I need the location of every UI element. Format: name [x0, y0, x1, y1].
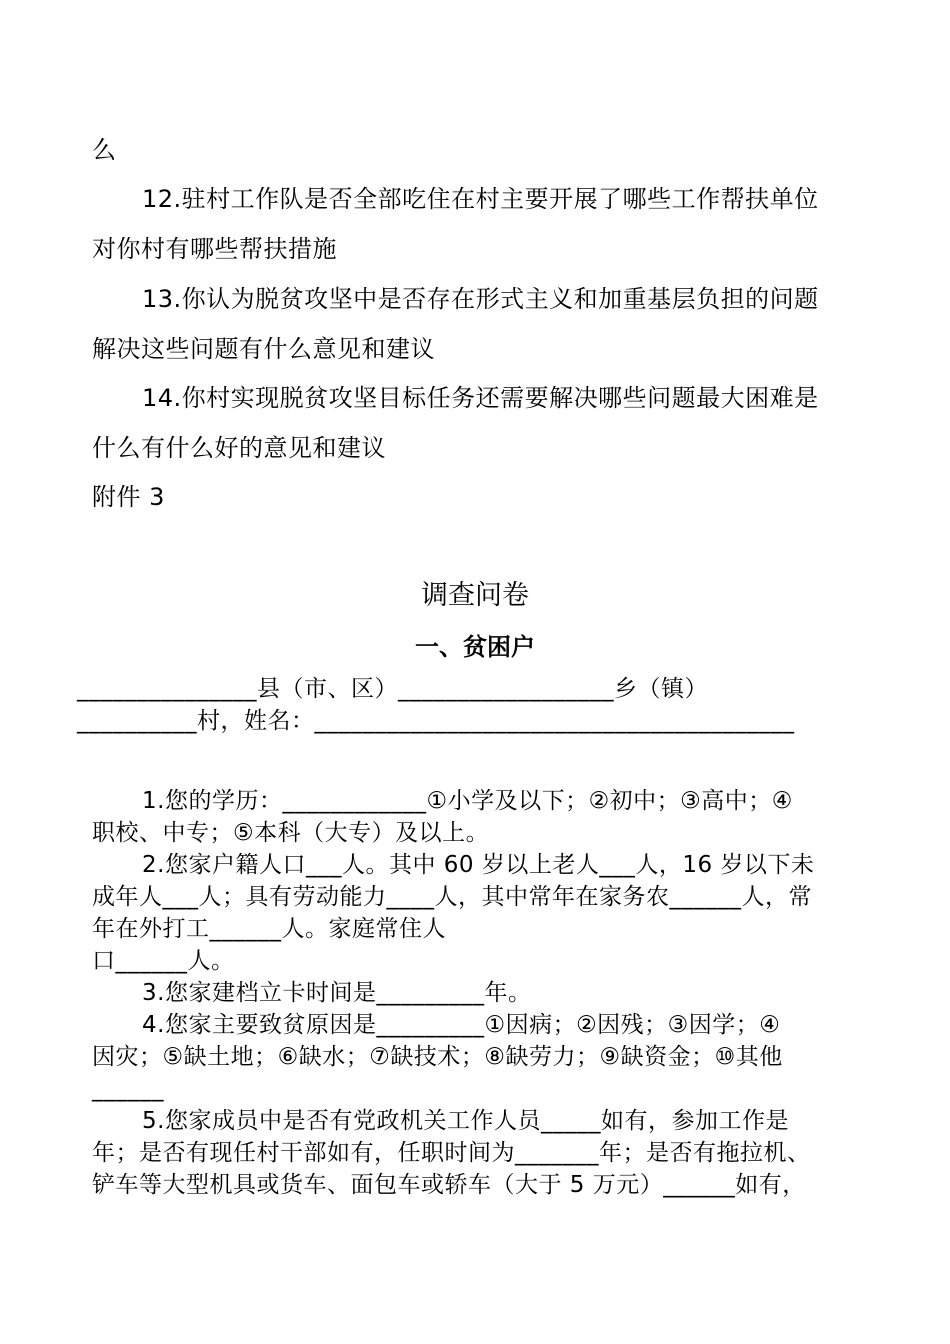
text-line: 职校、中专；⑤本科（大专）及以上。	[92, 820, 490, 846]
attachment-label: 附件 3	[92, 483, 165, 511]
text-line: ______	[92, 1076, 164, 1102]
question-5: 5.您家成员中是否有党政机关工作人员_____如有，参加工作是	[142, 1108, 789, 1134]
text-line: 年在外打工______人。家庭常住人	[92, 916, 446, 942]
page-title: 调查问卷	[421, 580, 529, 611]
question-12: 12.驻村工作队是否全部吃住在村主要开展了哪些工作帮扶单位	[142, 185, 819, 213]
name-fill-line: __________村，姓名：________________________________________	[77, 708, 795, 734]
question-14: 14.你村实现脱贫攻坚目标任务还需要解决哪些问题最大困难是	[142, 384, 819, 412]
text-line: 对你村有哪些帮扶措施	[92, 235, 337, 263]
text-line: 什么有什么好的意见和建议	[92, 434, 386, 462]
question-13: 13.你认为脱贫攻坚中是否存在形式主义和加重基层负担的问题	[142, 285, 819, 313]
location-fill-line: _______________县（市、区）__________________乡（镇）	[77, 676, 708, 702]
question-1: 1.您的学历：____________①小学及以下；②初中；③高中；④	[142, 788, 793, 814]
text-line: 解决这些问题有什么意见和建议	[92, 335, 435, 363]
text-line: 么	[92, 136, 117, 164]
text-line: 口______人。	[92, 948, 235, 974]
text-line: 铲车等大型机具或货车、面包车或轿车（大于 5 万元）______如有，	[92, 1172, 806, 1198]
question-4: 4.您家主要致贫原因是_________①因病；②因残；③因学；④	[142, 1012, 781, 1038]
question-3: 3.您家建档立卡时间是_________年。	[142, 980, 532, 1006]
section-heading: 一、贫困户	[415, 633, 535, 661]
text-line: 年；是否有现任村干部如有，任职时间为_______年；是否有拖拉机、	[92, 1140, 811, 1166]
text-line: 因灾；⑤缺土地；⑥缺水；⑦缺技术；⑧缺劳力；⑨缺资金；⑩其他	[92, 1044, 783, 1070]
question-2: 2.您家户籍人口___人。其中 60 岁以上老人___人，16 岁以下未	[142, 852, 815, 878]
text-line: 成年人___人；具有劳动能力____人，其中常年在家务农______人，常	[92, 884, 812, 910]
